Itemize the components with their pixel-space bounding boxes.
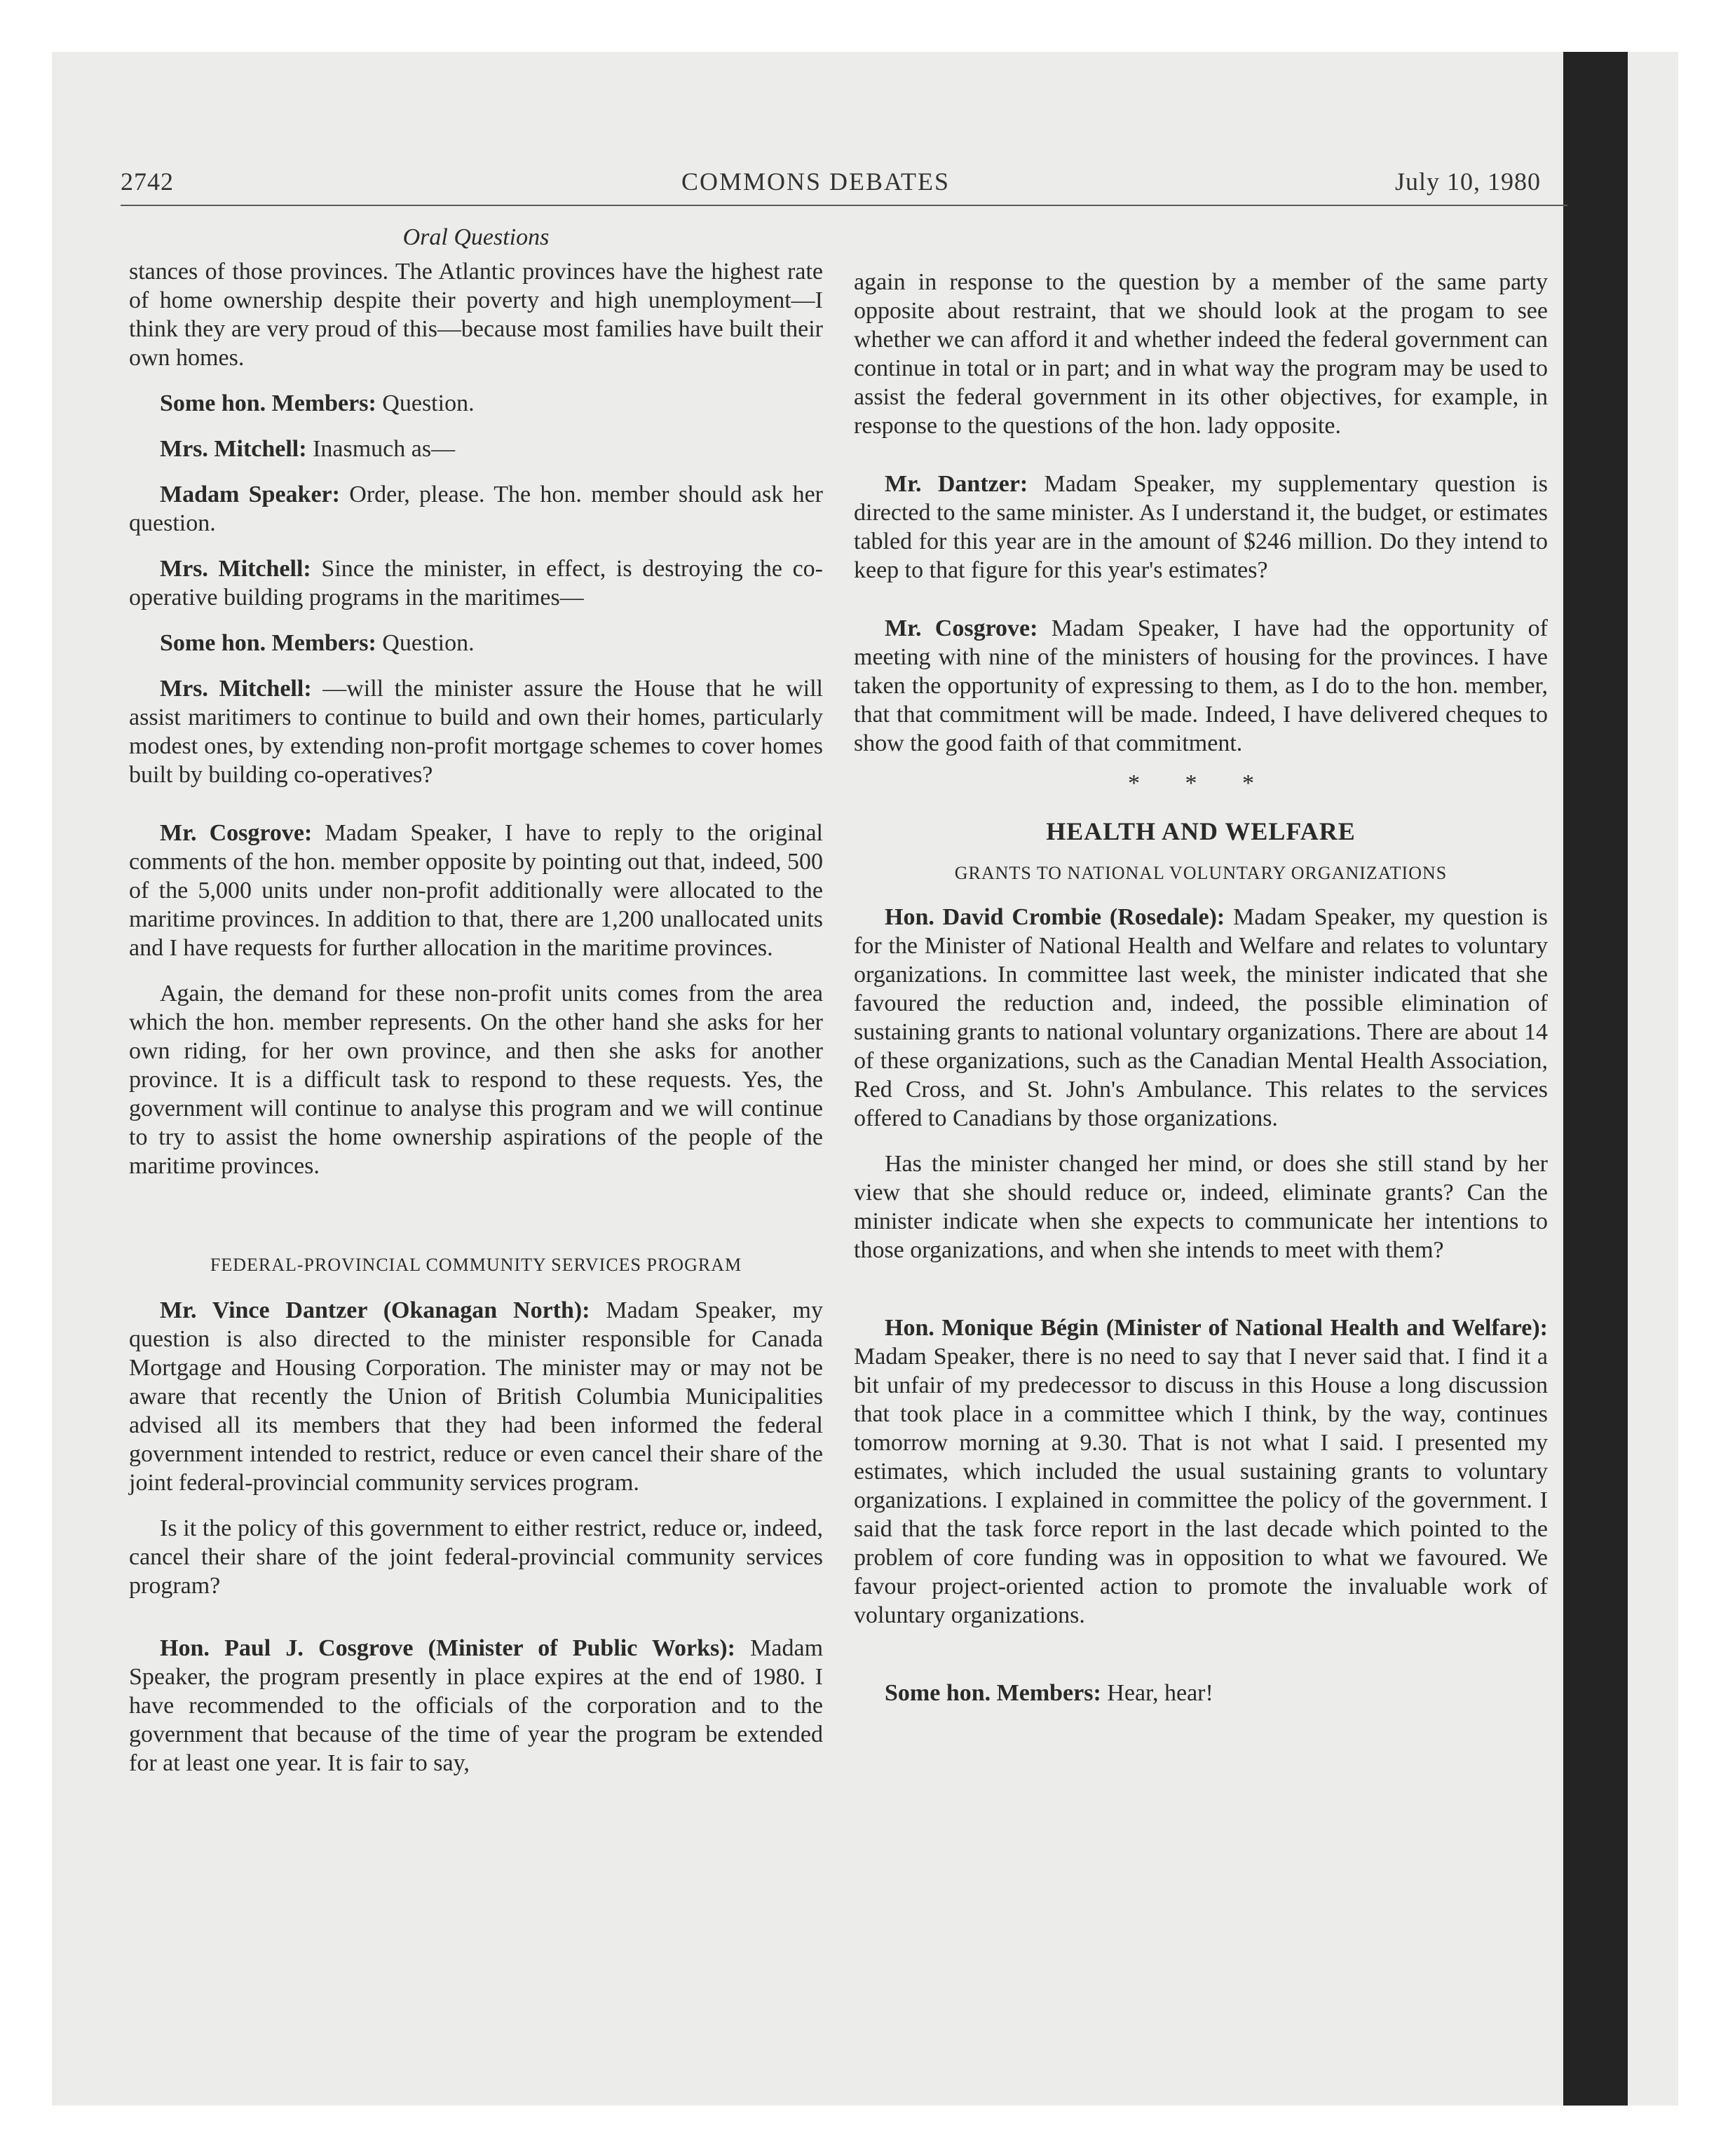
speaker: Mrs. Mitchell:	[160, 436, 307, 462]
speaker: Hon. Monique Bégin (Minister of National Health and Welfare):	[885, 1315, 1548, 1341]
publication-title: COMMONS DEBATES	[681, 168, 951, 196]
speaker: Madam Speaker:	[160, 482, 340, 507]
speaker: Some hon. Members:	[160, 630, 376, 656]
speech-text: Madam Speaker, my supplementary question is directed to the same minister. As I understand it, the budget, or estimates tabled for this year are in the amount of $246 million. Do they intend to keep to that figure for this year's estimates?	[854, 471, 1548, 583]
speech-text: Order, please. The hon. member should ask her question.	[129, 482, 823, 536]
issue-date: July 10, 1980	[1395, 168, 1542, 196]
speaker: Some hon. Members:	[160, 390, 376, 416]
paragraph: Is it the policy of this government to either restrict, reduce or, indeed, cancel their share of the joint federal-provincial community services program?	[129, 1515, 823, 1599]
speech	[854, 614, 1548, 758]
speech-text: Question.	[382, 390, 475, 416]
speech-text: Madam Speaker, my question is for the Minister of National Health and Welfare and relates to voluntary organizations. In committee last week, the minister indicated that she favoured the reduction and, indeed, the possible elimination of sustaining grants to national voluntary organizations. There are about 14 of these organizations, such as the Canadian Mental Health Association, Red Cross, and St. John's Ambulance. This relates to the services offered to Canadians by those organizations.	[854, 904, 1549, 1131]
speech	[129, 389, 823, 418]
speech	[854, 1679, 1548, 1707]
speech	[129, 1296, 823, 1497]
paragraph: Has the minister changed her mind, or does she still stand by her view that she should reduce or, indeed, eliminate grants? Can the minister indicate when she expects to communicate her intentions to those organizations, and when she intends to meet with them?	[854, 1151, 1548, 1263]
speech-text: Madam Speaker, I have to reply to the original comments of the hon. member opposite by pointing out that, indeed, 500 of the 5,000 units under non-profit additionally were allocated to the maritime provinces. In addition to that, there are 1,200 unallocated units and I have requests for further allocation in the maritime provinces.	[129, 820, 823, 961]
left-column	[129, 210, 823, 1778]
subsection-heading: FEDERAL-PROVINCIAL COMMUNITY SERVICES PROGRAM	[210, 1255, 742, 1275]
subsection-heading: GRANTS TO NATIONAL VOLUNTARY ORGANIZATIONS	[954, 863, 1448, 883]
running-head: Oral Questions	[402, 224, 550, 250]
speech	[854, 470, 1548, 585]
speech-text: Madam Speaker, I have had the opportunity of meeting with nine of the ministers of housing for the provinces. I have taken the opportunity of expressing to them, as I do to the hon. member, that that commitment will be made. Indeed, I have delivered cheques to show the good faith of that commitment.	[854, 615, 1549, 756]
speech	[129, 674, 823, 789]
speech-text: Inasmuch as—	[313, 436, 456, 462]
speaker: Mr. Vince Dantzer (Okanagan North):	[160, 1297, 590, 1323]
speaker: Mr. Dantzer:	[885, 471, 1028, 497]
speaker: Mr. Cosgrove:	[160, 820, 313, 846]
speaker: Hon. Paul J. Cosgrove (Minister of Public Works):	[160, 1635, 735, 1661]
speech-text: —will the minister assure the House that he will assist maritimers to continue to build and own their homes, particularly modest ones, by extending non-profit mortgage schemes to cover homes built by building co-operatives?	[129, 676, 824, 788]
speech-text: Madam Speaker, there is no need to say that I never said that. I find it a bit unfair of my predecessor to discuss in this House a long discussion that took place in a committee which I think, by the way, continues tomorrow morning at 9.30. That is not what I said. I presented my estimates, which included the usual sustaining grants to voluntary organizations. I explained in committee the policy of the government. I said that the task force report in the last decade which pointed to the problem of core funding was in opposition to what we favoured. We favour project-oriented action to promote the invaluable work of voluntary organizations.	[854, 1344, 1548, 1628]
speech	[129, 554, 823, 612]
speech	[129, 435, 823, 463]
speaker: Hon. David Crombie (Rosedale):	[885, 904, 1225, 930]
right-column	[854, 210, 1548, 1707]
speech	[854, 1314, 1548, 1630]
speech	[129, 480, 823, 538]
speech-text: Question.	[382, 630, 475, 656]
header-rule	[121, 205, 1567, 206]
page-number: 2742	[121, 168, 174, 196]
paragraph: Again, the demand for these non-profit units comes from the area which the hon. member represents. On the other hand she asks for her own riding, for her own province, and then she asks for another province. It is a difficult task to respond to these requests. Yes, the government will continue to analyse this program and we will continue to try to assist the home ownership aspirations of the people of the maritime provinces.	[129, 981, 823, 1179]
paragraph: stances of those provinces. The Atlantic provinces have the highest rate of home ownership despite their poverty and high unemployment—I think they are very proud of this—because most families have built their own homes.	[129, 259, 823, 371]
scan-dark-edge	[1563, 52, 1628, 2106]
speech-text: Madam Speaker, the program presently in place expires at the end of 1980. I have recommended to the officials of the corporation and to the government that because of the time of year the program be extended for at least one year. It is fair to say,	[129, 1635, 824, 1776]
speaker: Mr. Cosgrove:	[885, 615, 1038, 641]
speech	[129, 1634, 823, 1778]
speech-text: Madam Speaker, my question is also directed to the minister responsible for Canada Mortgage and Housing Corporation. The minister may or may not be aware that recently the Union of British Columbia Municipalities advised all its members that they had been informed the federal government intended to restrict, reduce or even cancel their share of the joint federal-provincial community services program.	[129, 1297, 823, 1496]
speaker: Some hon. Members:	[885, 1680, 1101, 1706]
speech	[129, 819, 823, 962]
speech	[129, 629, 823, 657]
section-separator: * * *	[1128, 770, 1274, 796]
speech-text: Since the minister, in effect, is destroying the co-operative building programs in the maritimes—	[129, 556, 823, 610]
speaker: Mrs. Mitchell:	[160, 556, 311, 582]
speech	[854, 903, 1548, 1133]
paragraph: again in response to the question by a member of the same party opposite about restraint, that we should look at the progam to see whether we can afford it and whether indeed the federal government can continue in total or in part; and in what way the program may be used to assist the federal government in its other objectives, for example, in response to the questions of the hon. lady opposite.	[854, 269, 1548, 439]
section-heading: HEALTH AND WELFARE	[1046, 817, 1356, 845]
speech-text: Hear, hear!	[1107, 1680, 1213, 1706]
speaker: Mrs. Mitchell:	[160, 676, 312, 702]
